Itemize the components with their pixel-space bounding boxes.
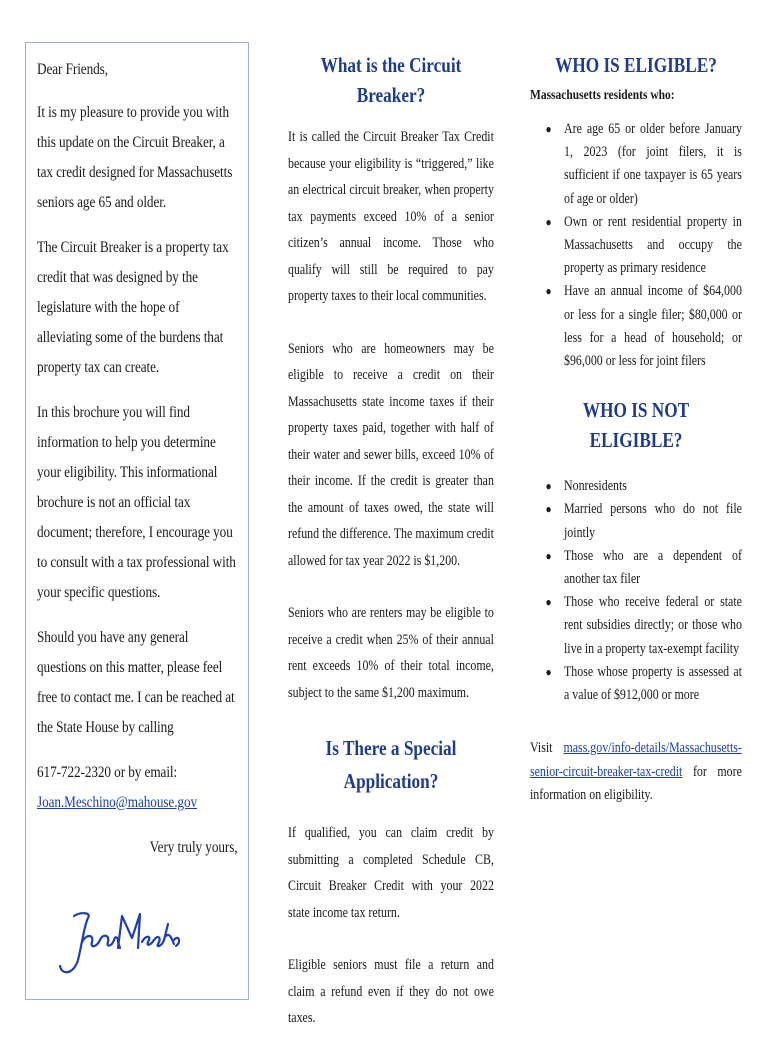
visit-suffix: for more information on eligibility.: [530, 763, 742, 804]
list-item: ● Nonresidents: [564, 475, 742, 498]
letter-paragraph-3: In this brochure you will find information to help you determine your eligibility. This informational brochure is not an official tax document; therefore, I encourage you to consult with a tax professional with your specific questions.: [37, 404, 236, 601]
circuit-breaker-definition: It is called the Circuit Breaker Tax Credit because your eligibility is “triggered,” like an electrical circuit breaker, when property tax payments exceed 10% of a senior citizen’s annual income. Those who qualify will still be required to pay property taxes to their local communities.: [288, 129, 494, 304]
visit-prefix: Visit: [530, 740, 553, 757]
letter-closing: Very truly yours,: [149, 839, 238, 856]
bullet-icon: ●: [545, 122, 552, 136]
bullet-icon: ●: [545, 479, 552, 494]
letter-greeting: Dear Friends,: [37, 61, 108, 78]
signature-image: [52, 904, 182, 984]
right-column: [530, 50, 742, 808]
heading-who-is-eligible: WHO IS ELIGIBLE?: [555, 53, 717, 77]
list-item: ● Those who receive federal or state rent subsidies directly; or those who live in a property tax-exempt facility: [564, 591, 742, 661]
heading-special-line1: Is There a Special: [325, 736, 457, 760]
heading-special-application: [307, 732, 476, 798]
bullet-icon: ●: [545, 664, 552, 679]
heading-what-is-circuit-breaker: What is the Circuit Breaker?: [320, 53, 462, 107]
list-item: ● Married persons who do not file jointly: [564, 498, 742, 544]
bullet-icon: ●: [545, 284, 552, 299]
not-eligible-list: [530, 475, 742, 707]
letter-panel: [25, 42, 249, 1000]
list-item: ● Own or rent residential property in Massachusetts and occupy the property as primary residence: [564, 211, 742, 281]
bullet-icon: ●: [545, 595, 552, 610]
list-item: ● Those whose property is assessed at a value of $912,000 or more: [564, 661, 742, 707]
letter-paragraph-2: The Circuit Breaker is a property tax credit that was designed by the legislature with the hope of alleviating some of the burdens that property tax can create.: [37, 239, 229, 376]
homeowners-paragraph: Seniors who are homeowners may be eligible to receive a credit on their Massachusetts state income taxes if their property taxes paid, together with half of their water and sewer bills, exceed 10% of their income. If the credit is greater than the amount of taxes owed, the state will refund the difference. The maximum credit allowed for tax year 2022 is $1,200.: [288, 340, 494, 569]
file-return-paragraph: Eligible seniors must file a return and claim a refund even if they do not owe taxes.: [288, 957, 494, 1026]
bullet-icon: ●: [545, 548, 552, 563]
list-item: ● Those who are a dependent of another tax filer: [564, 545, 742, 591]
list-item: ● Are age 65 or older before January 1, 2023 (for joint filers, it is sufficient if one taxpayer is 65 years of age or older): [564, 118, 742, 211]
heading-special-line2: Application?: [343, 769, 439, 793]
renters-paragraph: Seniors who are renters may be eligible to receive a credit when 25% of their annual rent exceeds 10% of their total income, subject to the same $1,200 maximum.: [288, 605, 494, 701]
email-link[interactable]: Joan.Meschino@mahouse.gov: [37, 794, 198, 811]
eligible-subheading: Massachusetts residents who:: [530, 88, 675, 103]
contact-phone-text: 617-722-2320 or by email:: [37, 764, 178, 781]
heading-who-is-not-eligible: WHO IS NOT ELIGIBLE?: [582, 398, 690, 453]
letter-paragraph-1: It is my pleasure to provide you with this update on the Circuit Breaker, a tax credit designed for Massachusetts seniors age 65 and older.: [37, 104, 233, 211]
letter-contact: [37, 758, 238, 818]
middle-column: [288, 50, 494, 1058]
eligible-list: [530, 118, 742, 373]
visit-info: [530, 737, 742, 808]
bullet-icon: ●: [545, 214, 552, 229]
letter-paragraph-4: Should you have any general questions on this matter, please feel free to contact me. I can be reached at the State House by calling: [37, 629, 235, 736]
claim-paragraph: If qualified, you can claim credit by submitting a completed Schedule CB, Circuit Breaker Credit with your 2022 state income tax return.: [288, 825, 494, 921]
bullet-icon: ●: [545, 502, 552, 517]
mass-gov-link[interactable]: mass.gov/info-details/Massachusetts-senior-circuit-breaker-tax-credit: [530, 740, 742, 780]
list-item: ● Have an annual income of $64,000 or less for a single filer; $80,000 or less for a head of household; or $96,000 or less for joint filers: [564, 280, 742, 373]
